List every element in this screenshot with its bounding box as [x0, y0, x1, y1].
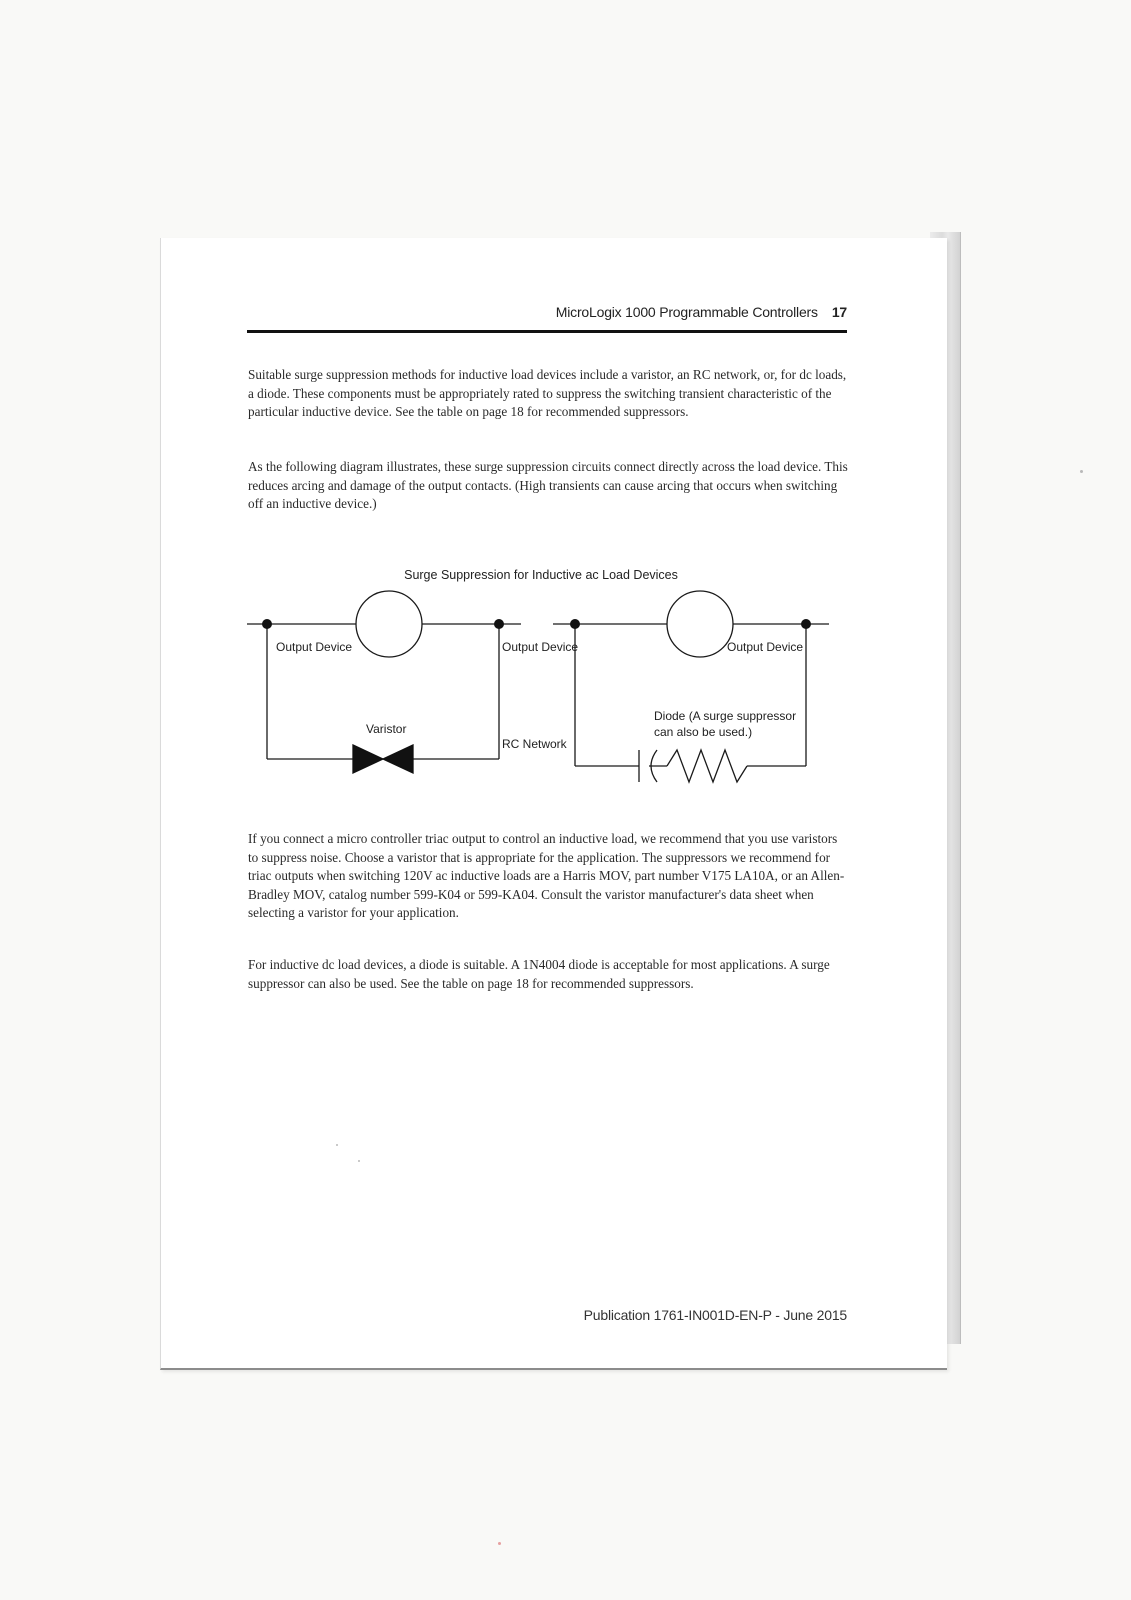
label-diode-line2: can also be used.) — [654, 725, 753, 739]
terminal-dot-1 — [262, 619, 272, 629]
load-device-circle-left — [356, 591, 422, 657]
terminal-dot-2 — [494, 619, 504, 629]
page-number: 17 — [831, 304, 847, 320]
scan-speck — [1080, 470, 1083, 473]
paragraph-triac-varistors: If you connect a micro controller triac output to control an inductive load, we recommend that you use varistors to suppress noise. Choose a varistor that is appropriate for the application. The suppressors we recommend for triac outputs when switching 120V ac inductive loads are a Harris MOV, part number V175 LA10A, or an Allen-Bradley MOV, catalog number 599-K04 or 599-KA04. Consult the varistor manufacturer's data sheet when selecting a varistor for your application. — [248, 831, 845, 921]
scan-speck — [498, 1542, 501, 1545]
terminal-dot-3 — [570, 619, 580, 629]
scan-speck — [358, 1160, 360, 1162]
label-output-device-right: Output Device — [727, 640, 804, 654]
scan-speck — [336, 1144, 338, 1146]
surge-suppression-diagram — [161, 238, 947, 798]
paragraph-diagram-intro: As the following diagram illustrates, these surge suppression circuits connect directly across the load device. This reduces arcing and damage of the output contacts. (High transients can cause arcing that occurs when switching off an inductive device.) — [248, 459, 848, 512]
label-rc-network: RC Network — [502, 737, 567, 751]
diagram-title: Surge Suppression for Inductive ac Load Devices — [404, 568, 678, 582]
paragraph-dc-diode: For inductive dc load devices, a diode is suitable. A 1N4004 diode is acceptable for most applications. A surge suppressor can also be used. See the table on page 18 for recommended suppressors. — [248, 957, 830, 991]
varistor-symbol-right-triangle — [383, 745, 413, 773]
label-output-device-left: Output Device — [276, 640, 353, 654]
terminal-dot-4 — [801, 619, 811, 629]
resistor-zigzag — [667, 750, 747, 782]
header-title: MicroLogix 1000 Programmable Controllers — [555, 304, 818, 320]
label-varistor: Varistor — [366, 722, 407, 736]
label-diode-line1: Diode (A surge suppressor — [654, 709, 797, 723]
publication-footer: Publication 1761-IN001D-EN-P - June 2015 — [583, 1307, 847, 1323]
varistor-circuit — [247, 591, 521, 773]
label-output-device-middle: Output Device — [502, 640, 579, 654]
load-device-circle-right — [667, 591, 733, 657]
rc-diode-circuit — [553, 591, 829, 782]
varistor-symbol-left-triangle — [353, 745, 383, 773]
document-page — [160, 238, 947, 1370]
paragraph-suppression-methods: Suitable surge suppression methods for inductive load devices include a varistor, an RC network, or, for dc loads, a diode. These components must be appropriately rated to suppress the switching transient characteristic of the particular inductive device. See the table on page 18 for recommended suppressors. — [248, 367, 847, 420]
